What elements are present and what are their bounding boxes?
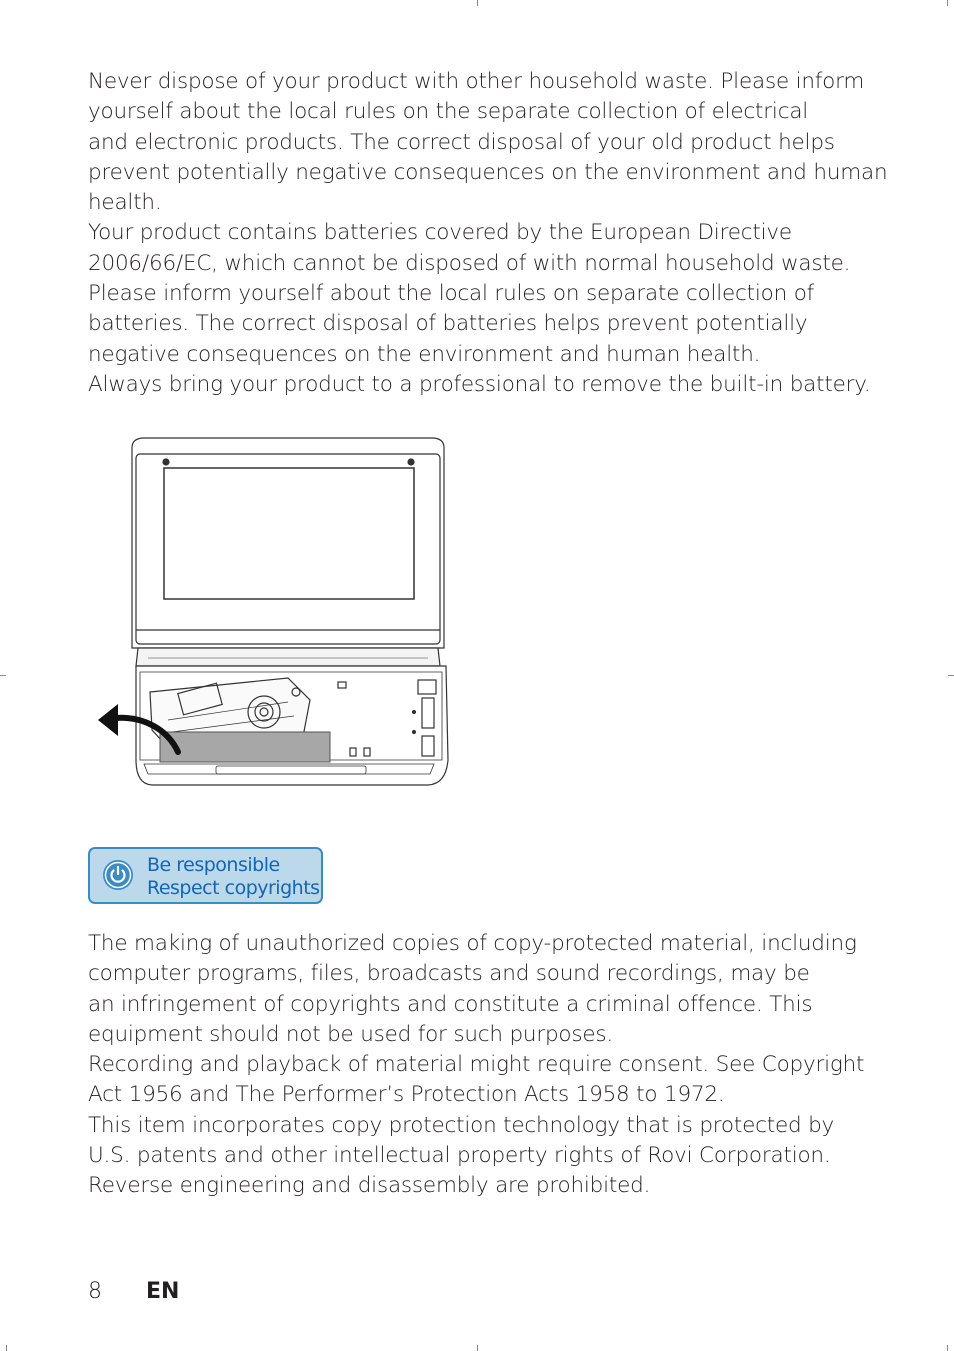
- text-line: The making of unauthorized copies of copy-protected material, including: [88, 931, 857, 956]
- text-line: Please inform yourself about the local rules on separate collection of: [88, 281, 815, 307]
- language-label: EN: [146, 1279, 180, 1304]
- text-line: Reverse engineering and disassembly are prohibited.: [88, 1173, 651, 1199]
- text-line: Act 1956 and The Performer’s Protection Acts 1958 to 1972.: [88, 1082, 725, 1108]
- badge-line-2: Respect copyrights: [147, 877, 320, 899]
- text-line: Recording and playback of material might require consent. See Copyright: [88, 1052, 865, 1078]
- badge-line-1: Be responsible: [147, 854, 280, 876]
- text-line: Your product contains batteries covered by the European Directive: [88, 220, 792, 246]
- copyright-badge: [88, 847, 323, 904]
- crop-mark: [947, 1345, 948, 1351]
- text-line: Always bring your product to a professional to remove the built-in battery.: [88, 371, 871, 397]
- crop-mark: [947, 0, 948, 6]
- text-line: prevent potentially negative consequences on the environment and human: [88, 159, 888, 185]
- crop-mark: [0, 675, 6, 676]
- text-line: Never dispose of your product with other household waste. Please inform: [88, 69, 865, 94]
- text-line: yourself about the local rules on the separate collection of electrical: [88, 99, 809, 125]
- copyright-section: [88, 929, 878, 1202]
- text-line: 2006/66/EC, which cannot be disposed of with normal household waste.: [88, 250, 851, 276]
- page-number: 8: [88, 1279, 102, 1304]
- disposal-section: [88, 67, 888, 400]
- badge-text: [147, 854, 320, 900]
- text-line: equipment should not be used for such purposes.: [88, 1021, 614, 1047]
- text-line: computer programs, files, broadcasts and sound recordings, may be: [88, 961, 810, 987]
- text-line: negative consequences on the environment and human health.: [88, 341, 761, 367]
- text-line: health.: [88, 190, 162, 216]
- crop-mark: [948, 675, 954, 676]
- text-line: batteries. The correct disposal of batteries helps prevent potentially: [88, 311, 808, 337]
- battery-removal-illustration: [88, 430, 468, 800]
- text-line: This item incorporates copy protection technology that is protected by: [88, 1112, 835, 1138]
- text-line: U.S. patents and other intellectual property rights of Rovi Corporation.: [88, 1143, 831, 1169]
- text-line: an infringement of copyrights and constitute a criminal offence. This: [88, 991, 813, 1017]
- power-icon: [103, 860, 133, 890]
- crop-mark: [477, 1345, 478, 1351]
- crop-mark: [6, 1345, 7, 1351]
- text-line: and electronic products. The correct disposal of your old product helps: [88, 129, 835, 155]
- crop-mark: [477, 0, 478, 6]
